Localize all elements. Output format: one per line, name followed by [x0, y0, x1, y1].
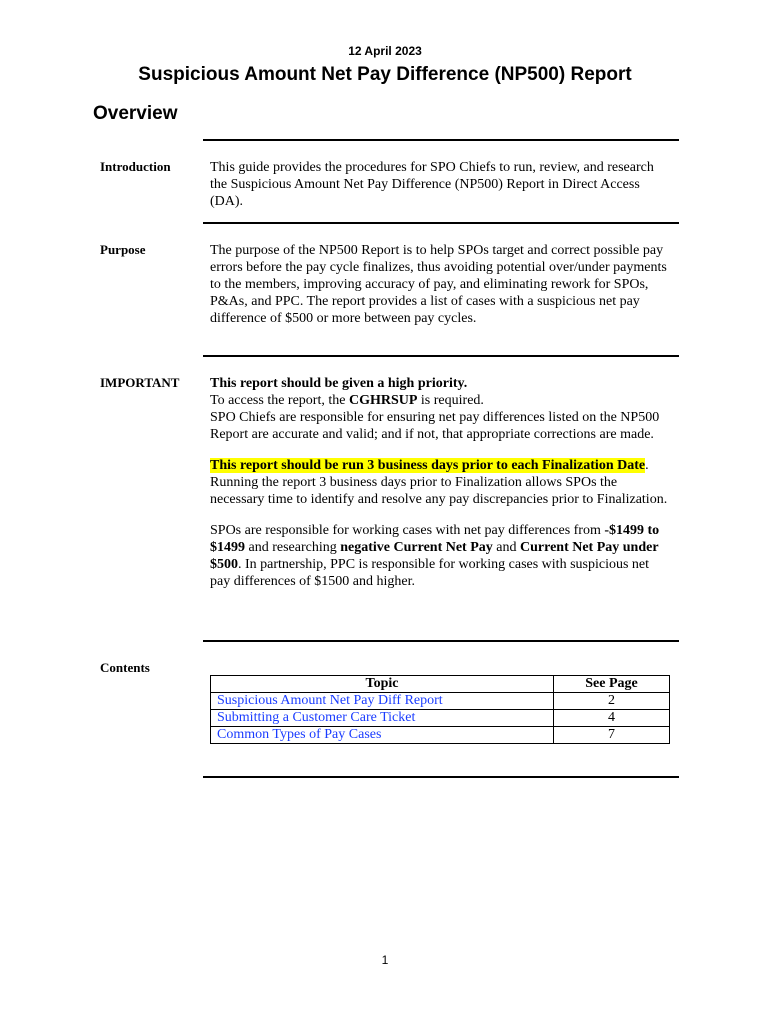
topic-link[interactable]: Common Types of Pay Cases — [211, 727, 554, 744]
access-role: CGHRSUP — [348, 393, 418, 408]
spos-text: and researching — [245, 540, 341, 555]
important-paragraph-3 — [210, 522, 670, 590]
table-row — [211, 727, 670, 744]
document-title: Suspicious Amount Net Pay Difference (NP500) Report — [138, 64, 632, 85]
table-row — [211, 710, 670, 727]
spos-under: Current Net Pay under $500 — [210, 540, 659, 572]
divider — [203, 640, 679, 642]
purpose-paragraph: The purpose of the NP500 Report is to help SPOs target and correct possible pay errors before the pay cycle finalizes, thus avoiding potential over/under payments to the members, improving accuracy of pay, and eliminating rework for SPOs, P&As, and PPC. The report provides a list of cases with a suspicious net pay difference of $500 or more between pay cycles. — [210, 243, 667, 326]
divider — [203, 355, 679, 357]
access-text-end: is required. — [417, 393, 484, 408]
page-column-header: See Page — [554, 676, 670, 693]
contents-label: Contents — [100, 660, 150, 675]
purpose-label: Purpose — [100, 242, 146, 257]
important-paragraph-1 — [210, 375, 670, 443]
divider — [203, 222, 679, 224]
spos-negative: negative Current Net Pay — [340, 540, 493, 555]
document-date: 12 April 2023 — [348, 44, 422, 58]
page-number-cell: 2 — [554, 693, 670, 710]
purpose-text — [210, 242, 670, 327]
introduction-text — [210, 159, 670, 210]
contents-table — [210, 675, 670, 744]
important-text — [210, 375, 670, 590]
important-label: IMPORTANT — [100, 375, 180, 390]
spos-text: and — [492, 540, 520, 555]
run-highlight: This report should be run 3 business days prior to each Finalization Date — [210, 458, 646, 473]
page-number-cell: 4 — [554, 710, 670, 727]
table-row — [211, 693, 670, 710]
divider — [203, 139, 679, 141]
divider — [203, 776, 679, 778]
topic-link[interactable]: Suspicious Amount Net Pay Diff Report — [211, 693, 554, 710]
topic-column-header: Topic — [211, 676, 554, 693]
priority-statement: This report should be given a high priority. — [210, 376, 468, 391]
chiefs-text: SPO Chiefs are responsible for ensuring net pay differences listed on the NP500 Report are accurate and valid; and if not, that appropriate corrections are made. — [210, 410, 660, 442]
introduction-paragraph: This guide provides the procedures for SPO Chiefs to run, review, and research the Suspicious Amount Net Pay Difference (NP500) Report in Direct Access (DA). — [210, 160, 654, 209]
spos-text: SPOs are responsible for working cases with net pay differences from — [210, 523, 605, 538]
important-paragraph-2 — [210, 457, 670, 508]
spos-range: -$1499 to $1499 — [210, 523, 660, 555]
introduction-label: Introduction — [100, 159, 171, 174]
spos-text: . In partnership, PPC is responsible for working cases with suspicious net pay differences of $1500 and higher. — [210, 557, 650, 589]
topic-link[interactable]: Submitting a Customer Care Ticket — [211, 710, 554, 727]
page-number-cell: 7 — [554, 727, 670, 744]
section-heading: Overview — [93, 103, 178, 124]
access-text: To access the report, the — [210, 393, 349, 408]
table-header-row — [211, 676, 670, 693]
run-text: . Running the report 3 business days prior to Finalization allows SPOs the necessary time to identify and resolve any pay discrepancies prior to Finalization. — [210, 458, 668, 507]
page-number: 1 — [381, 953, 389, 967]
